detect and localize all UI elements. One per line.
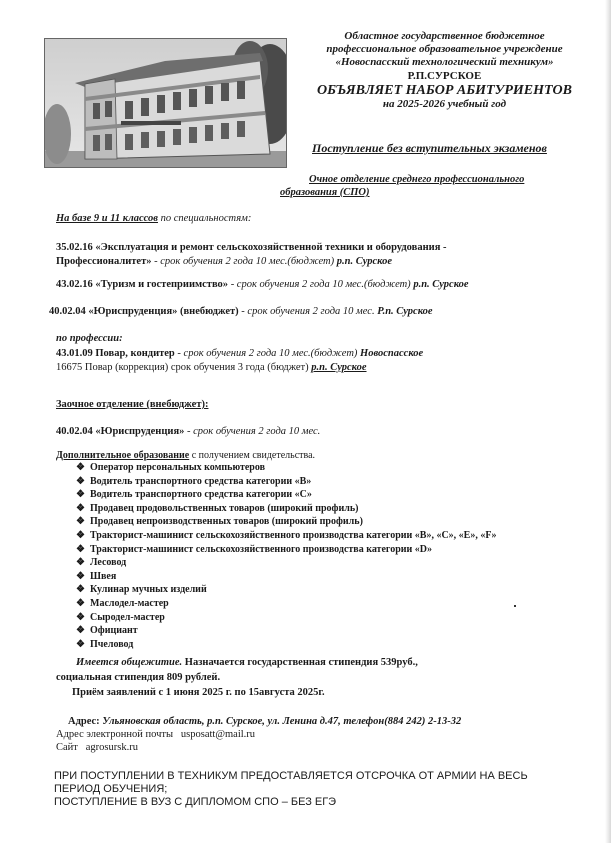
correspondence-title: Заочное отделение (внебюджет):: [56, 399, 209, 410]
diamond-bullet-icon: ❖: [76, 557, 85, 569]
diamond-bullet-icon: ❖: [76, 530, 85, 541]
additional-item-label: Тракторист-машинист сельскохозяйственного производства категории «D»: [90, 543, 433, 555]
email-link[interactable]: usposatt@mail.ru: [180, 729, 256, 740]
address-value: Ульяновская область, р.п. Сурское, ул. Ленина д.47, телефон(884 242) 2-13-32: [99, 716, 462, 727]
additional-item-label: Оператор персональных компьютеров: [90, 462, 266, 473]
site-label: Сайт: [56, 742, 78, 753]
additional-item: [76, 476, 311, 487]
additional-item-label: Пчеловод: [90, 638, 134, 650]
additional-item: [76, 544, 432, 555]
specialty-3-title: 40.02.04 «Юриспруденция» (внебюджет): [49, 306, 239, 317]
specialty-3-place: Р.п. Сурское: [374, 306, 433, 317]
additional-item-label: Маслодел-мастер: [90, 598, 169, 609]
fulltime-line-1: Очное отделение среднего профессионального: [309, 174, 525, 185]
diamond-bullet-icon: ❖: [76, 611, 85, 623]
base-suffix: по специальностям:: [157, 213, 252, 224]
email-label: Адрес электронной почты: [56, 729, 174, 740]
diamond-bullet-icon: ❖: [76, 638, 85, 650]
specialty-2-title: 43.02.16 «Туризм и гостеприимство»: [56, 279, 229, 290]
additional-item-label: Кулинар мучных изделий: [90, 584, 207, 596]
scan-speck: [514, 605, 516, 607]
additional-item: [76, 489, 312, 500]
profession-1: [56, 348, 423, 359]
header-year: на 2025-2026 учебный год: [382, 98, 507, 110]
specialty-1-detail: [56, 256, 392, 267]
footer-line-3: ПОСТУПЛЕНИЕ В ВУЗ С ДИПЛОМОМ СПО – БЕЗ ЕГЭ: [54, 796, 337, 808]
address-label: Адрес:: [68, 716, 100, 727]
site-link[interactable]: agrosursk.ru: [85, 742, 138, 753]
social-stipend: социальная стипендия 809 рублей.: [56, 672, 221, 683]
additional-item-label: Лесовод: [90, 557, 127, 569]
additional-item: [76, 516, 363, 527]
additional-item: [76, 557, 126, 568]
additional-item: [76, 503, 358, 514]
header-line-4: Р.П.СУРСКОЕ: [407, 70, 482, 82]
footer-line-1: ПРИ ПОСТУПЛЕНИИ В ТЕХНИКУМ ПРЕДОСТАВЛЯЕТСЯ ОТСРОЧКА ОТ АРМИИ НА ВЕСЬ: [54, 770, 528, 782]
diamond-bullet-icon: ❖: [76, 516, 85, 528]
specialty-1-title-cont: Профессионалитет»: [56, 256, 152, 267]
profession-1-title: 43.01.09 Повар, кондитер: [56, 348, 175, 359]
professions-label: по профессии:: [56, 333, 123, 344]
profession-1-place: Новоспасское: [357, 348, 424, 359]
profession-2: [56, 362, 367, 373]
correspondence-code: 40.02.04 «Юриспруденция»: [56, 426, 185, 437]
additional-suffix: с получением свидетельства.: [189, 450, 316, 461]
additional-item: [76, 598, 169, 609]
diamond-bullet-icon: ❖: [76, 625, 85, 637]
specialty-1-term: - срок обучения 2 года 10 мес.(бюджет): [151, 256, 335, 267]
specialty-3: [49, 306, 433, 317]
footer-line-2: ПЕРИОД ОБУЧЕНИЯ;: [54, 783, 168, 795]
diamond-bullet-icon: ❖: [76, 489, 85, 501]
correspondence-line: [56, 426, 320, 437]
diamond-bullet-icon: ❖: [76, 570, 85, 582]
additional-label: Дополнительное образование: [56, 450, 190, 461]
application-dates: Приём заявлений с 1 июня 2025 г. по 15августа 2025г.: [72, 687, 325, 698]
specialty-2-place: р.п. Сурское: [410, 279, 469, 290]
diamond-bullet-icon: ❖: [76, 543, 85, 555]
diamond-bullet-icon: ❖: [76, 584, 85, 596]
diamond-bullet-icon: ❖: [76, 475, 85, 487]
header-title: ОБЪЯВЛЯЕТ НАБОР АБИТУРИЕНТОВ: [317, 83, 572, 98]
dormitory-line: [76, 657, 418, 668]
diamond-bullet-icon: ❖: [76, 598, 85, 609]
specialty-2-term: - срок обучения 2 года 10 мес.(бюджет): [228, 279, 411, 290]
additional-item: [76, 612, 165, 623]
building-photo: [44, 38, 287, 168]
base-line: [56, 213, 251, 224]
additional-item-label: Сыродел-мастер: [90, 611, 165, 623]
additional-item: [76, 530, 496, 541]
additional-item-label: Продавец продовольственных товаров (широкий профиль): [90, 502, 359, 514]
profession-2-text: 16675 Повар (коррекция) срок обучения 3 года (бюджет): [56, 362, 312, 373]
dormitory-stipend: Назначается государственная стипендия 539руб.,: [182, 657, 418, 668]
header-line-1: Областное государственное бюджетное: [344, 30, 545, 42]
correspondence-term: - срок обучения 2 года 10 мес.: [184, 426, 321, 437]
scan-edge-shadow: [605, 0, 611, 843]
additional-item-label: Водитель транспортного средства категории «В»: [90, 475, 312, 487]
additional-item: [76, 571, 116, 582]
additional-item: [76, 639, 133, 650]
additional-item-label: Тракторист-машинист сельскохозяйственного производства категории «В», «С», «Е», «F»: [90, 530, 497, 541]
specialty-1-place: р.п. Сурское: [334, 256, 392, 267]
profession-2-place: р.п. Сурское: [311, 362, 367, 373]
additional-item-label: Официант: [90, 625, 138, 637]
additional-item-label: Водитель транспортного средства категории «С»: [90, 489, 312, 501]
additional-item-label: Швея: [90, 570, 117, 582]
additional-item: [76, 462, 265, 473]
header-line-2: профессиональное образовательное учреждение: [326, 43, 563, 55]
specialty-1-title: 35.02.16 «Эксплуатация и ремонт сельскохозяйственной техники и оборудования -: [56, 242, 447, 253]
specialty-3-term: - срок обучения 2 года 10 мес.: [238, 306, 375, 317]
additional-header: [56, 450, 315, 461]
additional-item: [76, 584, 207, 595]
fulltime-line-2: образования (СПО): [280, 187, 370, 198]
profession-1-term: - срок обучения 2 года 10 мес.(бюджет): [174, 348, 358, 359]
specialty-2: [56, 279, 469, 290]
header-line-3: «Новоспасский технологический техникум»: [335, 56, 554, 68]
dormitory-italic: Имеется общежитие.: [76, 657, 183, 668]
admission-title: Поступление без вступительных экзаменов: [312, 141, 547, 155]
address-line: [68, 716, 461, 727]
email-line: [56, 729, 255, 740]
site-line: [56, 742, 138, 753]
additional-item: [76, 625, 138, 636]
diamond-bullet-icon: ❖: [76, 462, 85, 473]
diamond-bullet-icon: ❖: [76, 502, 85, 514]
base-label: На базе 9 и 11 классов: [56, 213, 158, 224]
building-image: [45, 39, 286, 167]
additional-item-label: Продавец непроизводственных товаров (широкий профиль): [90, 516, 363, 528]
